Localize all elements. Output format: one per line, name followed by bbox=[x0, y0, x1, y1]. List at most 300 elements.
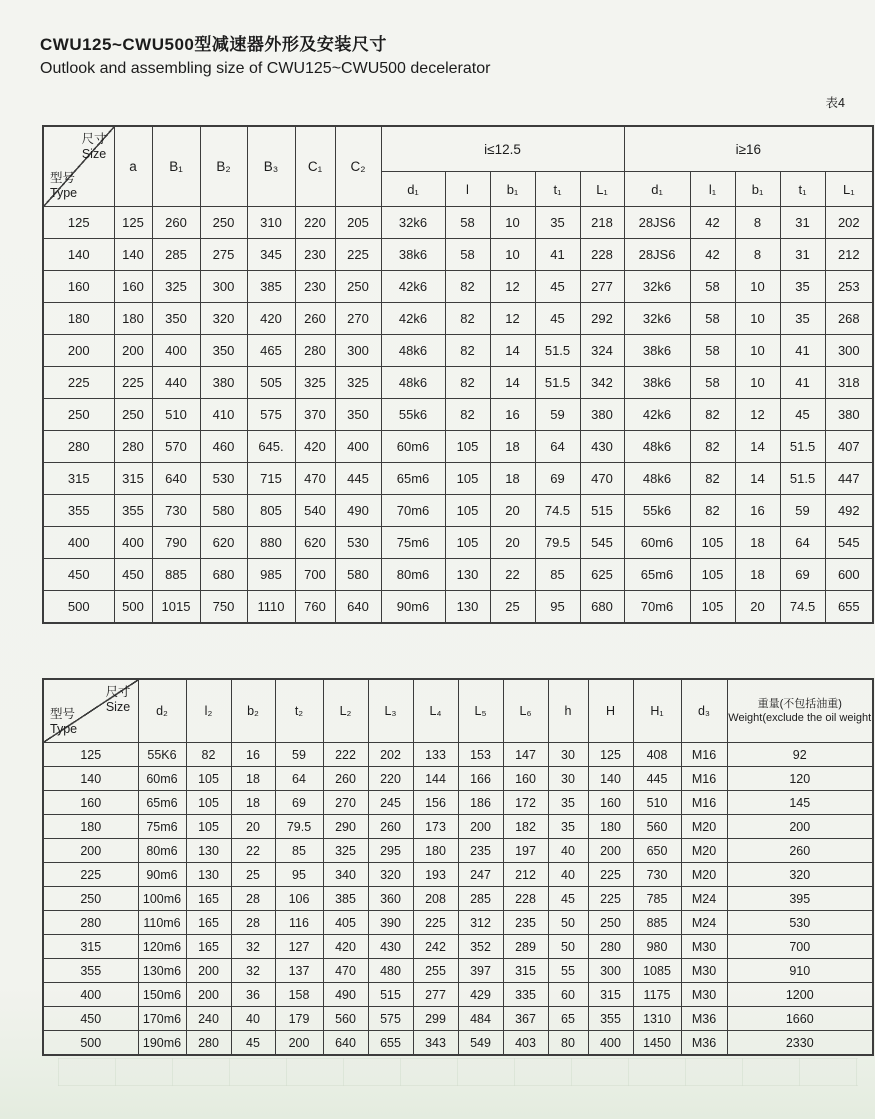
cell: 20 bbox=[231, 815, 275, 839]
cell: 58 bbox=[445, 239, 490, 271]
cell: 700 bbox=[295, 559, 335, 591]
col-header-L2: L₂ bbox=[323, 679, 368, 743]
cell: 197 bbox=[503, 839, 548, 863]
size-label-zh: 尺寸 bbox=[81, 132, 107, 146]
row-type-label: 180 bbox=[43, 815, 138, 839]
weight-label-en1: Weight(exclude bbox=[728, 712, 804, 724]
cell: 1660 bbox=[727, 1007, 873, 1031]
cell: 42 bbox=[690, 239, 735, 271]
cell: 58 bbox=[690, 335, 735, 367]
cell: 41 bbox=[780, 367, 825, 399]
cell: 200 bbox=[186, 959, 231, 983]
cell: 385 bbox=[247, 271, 295, 303]
cell: 250 bbox=[335, 271, 381, 303]
corner-header-2 bbox=[43, 679, 138, 743]
cell: 715 bbox=[247, 463, 295, 495]
row-type-label: 225 bbox=[43, 367, 114, 399]
cell: 18 bbox=[735, 527, 780, 559]
cell: 80m6 bbox=[381, 559, 445, 591]
table-row bbox=[43, 399, 873, 431]
table-row bbox=[43, 887, 873, 911]
cell: 289 bbox=[503, 935, 548, 959]
cell: 85 bbox=[535, 559, 580, 591]
cell: 545 bbox=[825, 527, 873, 559]
cell: 156 bbox=[413, 791, 458, 815]
cell: 40 bbox=[231, 1007, 275, 1031]
cell: 165 bbox=[186, 935, 231, 959]
cell: 85 bbox=[275, 839, 323, 863]
cell: 45 bbox=[231, 1031, 275, 1056]
cell: 186 bbox=[458, 791, 503, 815]
cell: M16 bbox=[681, 791, 727, 815]
row-type-label: 315 bbox=[43, 935, 138, 959]
cell: 200 bbox=[275, 1031, 323, 1056]
cell: 16 bbox=[735, 495, 780, 527]
cell: 985 bbox=[247, 559, 295, 591]
cell: 470 bbox=[323, 959, 368, 983]
cell: 65m6 bbox=[381, 463, 445, 495]
cell: M20 bbox=[681, 815, 727, 839]
row-type-label: 400 bbox=[43, 527, 114, 559]
cell: 16 bbox=[231, 743, 275, 767]
cell: 268 bbox=[825, 303, 873, 335]
cell: 100m6 bbox=[138, 887, 186, 911]
cell: 400 bbox=[114, 527, 152, 559]
cell: 51.5 bbox=[780, 463, 825, 495]
table-row bbox=[43, 591, 873, 624]
cell: 105 bbox=[690, 527, 735, 559]
cell: 730 bbox=[152, 495, 200, 527]
cell: 60m6 bbox=[624, 527, 690, 559]
cell: 160 bbox=[588, 791, 633, 815]
cell: 82 bbox=[445, 367, 490, 399]
cell: 173 bbox=[413, 815, 458, 839]
cell: 700 bbox=[727, 935, 873, 959]
cell: 245 bbox=[368, 791, 413, 815]
cell: 64 bbox=[275, 767, 323, 791]
cell: 200 bbox=[727, 815, 873, 839]
cell: 127 bbox=[275, 935, 323, 959]
cell: 1085 bbox=[633, 959, 681, 983]
cell: 20 bbox=[735, 591, 780, 624]
table-row bbox=[43, 303, 873, 335]
cell: 202 bbox=[825, 207, 873, 239]
cell: 625 bbox=[580, 559, 624, 591]
cell: 35 bbox=[548, 791, 588, 815]
cell: 480 bbox=[368, 959, 413, 983]
cell: 170m6 bbox=[138, 1007, 186, 1031]
row-type-label: 140 bbox=[43, 239, 114, 271]
cell: 545 bbox=[580, 527, 624, 559]
cell: 242 bbox=[413, 935, 458, 959]
table-row bbox=[43, 815, 873, 839]
cell: M30 bbox=[681, 959, 727, 983]
row-type-label: 180 bbox=[43, 303, 114, 335]
cell: 41 bbox=[780, 335, 825, 367]
cell: 343 bbox=[413, 1031, 458, 1056]
cell: 445 bbox=[633, 767, 681, 791]
outline-size-table bbox=[42, 125, 874, 624]
cell: 48k6 bbox=[381, 367, 445, 399]
corner-type-label-2 bbox=[50, 707, 77, 737]
cell: 880 bbox=[247, 527, 295, 559]
cell: 235 bbox=[503, 911, 548, 935]
col-header-b3: B₃ bbox=[247, 126, 295, 207]
sub-header-b1-2: b₁ bbox=[735, 172, 780, 207]
cell: 600 bbox=[825, 559, 873, 591]
cell: 280 bbox=[588, 935, 633, 959]
cell: 225 bbox=[588, 887, 633, 911]
cell: 42 bbox=[690, 207, 735, 239]
cell: 30 bbox=[548, 767, 588, 791]
cell: 450 bbox=[114, 559, 152, 591]
cell: 28JS6 bbox=[624, 239, 690, 271]
cell: 22 bbox=[490, 559, 535, 591]
table-row bbox=[43, 839, 873, 863]
cell: M16 bbox=[681, 767, 727, 791]
cell: 10 bbox=[735, 271, 780, 303]
cell: 70m6 bbox=[624, 591, 690, 624]
cell: 64 bbox=[535, 431, 580, 463]
cell: 280 bbox=[295, 335, 335, 367]
cell: 1200 bbox=[727, 983, 873, 1007]
cell: 200 bbox=[114, 335, 152, 367]
col-header-L5: L₅ bbox=[458, 679, 503, 743]
cell: 460 bbox=[200, 431, 247, 463]
group-header-i-ge-16: i≥16 bbox=[624, 126, 873, 172]
cell: 420 bbox=[247, 303, 295, 335]
cell: 82 bbox=[690, 431, 735, 463]
cell: 325 bbox=[152, 271, 200, 303]
cell: 200 bbox=[458, 815, 503, 839]
row-type-label: 225 bbox=[43, 863, 138, 887]
cell: 370 bbox=[295, 399, 335, 431]
cell: 645. bbox=[247, 431, 295, 463]
cell: 74.5 bbox=[535, 495, 580, 527]
cell: 120m6 bbox=[138, 935, 186, 959]
cell: 235 bbox=[458, 839, 503, 863]
cell: 58 bbox=[690, 271, 735, 303]
cell: 79.5 bbox=[275, 815, 323, 839]
cell: 28JS6 bbox=[624, 207, 690, 239]
cell: 8 bbox=[735, 239, 780, 271]
cell: 10 bbox=[735, 303, 780, 335]
cell: 208 bbox=[413, 887, 458, 911]
cell: 59 bbox=[535, 399, 580, 431]
table-row bbox=[43, 431, 873, 463]
cell: 490 bbox=[335, 495, 381, 527]
cell: 60 bbox=[548, 983, 588, 1007]
cell: 325 bbox=[295, 367, 335, 399]
cell: 14 bbox=[735, 431, 780, 463]
cell: 160 bbox=[114, 271, 152, 303]
cell: 153 bbox=[458, 743, 503, 767]
table-row bbox=[43, 743, 873, 767]
cell: 51.5 bbox=[535, 335, 580, 367]
cell: 465 bbox=[247, 335, 295, 367]
table-row bbox=[43, 863, 873, 887]
table-row bbox=[43, 935, 873, 959]
col-header-b1: B₁ bbox=[152, 126, 200, 207]
cell: 40 bbox=[548, 863, 588, 887]
cell: 82 bbox=[445, 271, 490, 303]
cell: 280 bbox=[114, 431, 152, 463]
cell: 380 bbox=[200, 367, 247, 399]
cell: 320 bbox=[368, 863, 413, 887]
sub-header-l1-2: l₁ bbox=[690, 172, 735, 207]
cell: 355 bbox=[588, 1007, 633, 1031]
cell: 58 bbox=[690, 303, 735, 335]
col-header-d3: d₃ bbox=[681, 679, 727, 743]
table-row bbox=[43, 959, 873, 983]
corner-header bbox=[43, 126, 114, 207]
cell: 125 bbox=[588, 743, 633, 767]
col-header-d2: d₂ bbox=[138, 679, 186, 743]
cell: 277 bbox=[413, 983, 458, 1007]
cell: 400 bbox=[335, 431, 381, 463]
cell: 285 bbox=[458, 887, 503, 911]
cell: 910 bbox=[727, 959, 873, 983]
col-header-a: a bbox=[114, 126, 152, 207]
cell: 325 bbox=[335, 367, 381, 399]
cell: 247 bbox=[458, 863, 503, 887]
table-number-tag: 表4 bbox=[825, 96, 845, 110]
col-header-L3: L₃ bbox=[368, 679, 413, 743]
cell: 352 bbox=[458, 935, 503, 959]
cell: 202 bbox=[368, 743, 413, 767]
cell: 650 bbox=[633, 839, 681, 863]
cell: 275 bbox=[200, 239, 247, 271]
cell: 397 bbox=[458, 959, 503, 983]
cell: 760 bbox=[295, 591, 335, 624]
cell: 82 bbox=[445, 303, 490, 335]
col-header-l2: l₂ bbox=[186, 679, 231, 743]
cell: 60m6 bbox=[381, 431, 445, 463]
cell: 160 bbox=[503, 767, 548, 791]
col-header-L4: L₄ bbox=[413, 679, 458, 743]
cell: 200 bbox=[588, 839, 633, 863]
cell: 172 bbox=[503, 791, 548, 815]
cell: 560 bbox=[323, 1007, 368, 1031]
col-header-H: H bbox=[588, 679, 633, 743]
cell: 580 bbox=[200, 495, 247, 527]
cell: 130 bbox=[186, 863, 231, 887]
cell: 403 bbox=[503, 1031, 548, 1056]
cell: 680 bbox=[580, 591, 624, 624]
cell: 92 bbox=[727, 743, 873, 767]
cell: 575 bbox=[368, 1007, 413, 1031]
cell: 58 bbox=[445, 207, 490, 239]
outline-size-table-body bbox=[43, 207, 873, 624]
page-title-zh: CWU125~CWU500型减速器外形及安装尺寸 bbox=[40, 35, 387, 54]
cell: 80 bbox=[548, 1031, 588, 1056]
cell: 42k6 bbox=[381, 303, 445, 335]
cell: 324 bbox=[580, 335, 624, 367]
sub-header-d1: d₁ bbox=[381, 172, 445, 207]
row-type-label: 125 bbox=[43, 207, 114, 239]
cell: 105 bbox=[445, 495, 490, 527]
cell: 360 bbox=[368, 887, 413, 911]
cell: 25 bbox=[231, 863, 275, 887]
cell: 212 bbox=[503, 863, 548, 887]
cell: 75m6 bbox=[381, 527, 445, 559]
cell: 510 bbox=[633, 791, 681, 815]
cell: 220 bbox=[295, 207, 335, 239]
cell: 385 bbox=[323, 887, 368, 911]
cell: 350 bbox=[335, 399, 381, 431]
cell: 885 bbox=[633, 911, 681, 935]
cell: 255 bbox=[413, 959, 458, 983]
cell: 133 bbox=[413, 743, 458, 767]
cell: 130 bbox=[445, 591, 490, 624]
cell: 180 bbox=[413, 839, 458, 863]
cell: 58 bbox=[690, 367, 735, 399]
cell: 180 bbox=[114, 303, 152, 335]
table-row bbox=[43, 367, 873, 399]
table-row bbox=[43, 335, 873, 367]
sub-header-d1-2: d₁ bbox=[624, 172, 690, 207]
cell: 1110 bbox=[247, 591, 295, 624]
cell: 290 bbox=[323, 815, 368, 839]
cell: 277 bbox=[580, 271, 624, 303]
cell: 140 bbox=[588, 767, 633, 791]
cell: 144 bbox=[413, 767, 458, 791]
cell: 228 bbox=[580, 239, 624, 271]
cell: 8 bbox=[735, 207, 780, 239]
corner-size-label-2 bbox=[105, 685, 130, 715]
cell: 2330 bbox=[727, 1031, 873, 1056]
cell: 225 bbox=[413, 911, 458, 935]
cell: 31 bbox=[780, 207, 825, 239]
row-type-label: 400 bbox=[43, 983, 138, 1007]
cell: 166 bbox=[458, 767, 503, 791]
cell: 280 bbox=[186, 1031, 231, 1056]
table-row bbox=[43, 911, 873, 935]
cell: 140 bbox=[114, 239, 152, 271]
sub-header-L1-2: L₁ bbox=[825, 172, 873, 207]
col-header-L6: L₆ bbox=[503, 679, 548, 743]
cell: 300 bbox=[588, 959, 633, 983]
row-type-label: 280 bbox=[43, 431, 114, 463]
cell: 69 bbox=[780, 559, 825, 591]
cell: 510 bbox=[152, 399, 200, 431]
cell: 105 bbox=[186, 767, 231, 791]
cell: 640 bbox=[323, 1031, 368, 1056]
cell: 55k6 bbox=[624, 495, 690, 527]
cell: 32 bbox=[231, 935, 275, 959]
cell: 505 bbox=[247, 367, 295, 399]
type-label-en: Type bbox=[50, 186, 78, 200]
cell: 95 bbox=[275, 863, 323, 887]
corner-type-label bbox=[50, 171, 77, 201]
cell: 395 bbox=[727, 887, 873, 911]
cell: 340 bbox=[323, 863, 368, 887]
cell: 82 bbox=[186, 743, 231, 767]
cell: 620 bbox=[295, 527, 335, 559]
cell: M30 bbox=[681, 935, 727, 959]
cell: 18 bbox=[490, 431, 535, 463]
cell: 342 bbox=[580, 367, 624, 399]
cell: 484 bbox=[458, 1007, 503, 1031]
cell: 350 bbox=[200, 335, 247, 367]
cell: 182 bbox=[503, 815, 548, 839]
cell: 225 bbox=[335, 239, 381, 271]
cell: 640 bbox=[335, 591, 381, 624]
cell: 35 bbox=[548, 815, 588, 839]
cell: 350 bbox=[152, 303, 200, 335]
cell: 530 bbox=[200, 463, 247, 495]
cell: 530 bbox=[335, 527, 381, 559]
cell: 470 bbox=[580, 463, 624, 495]
cell: 51.5 bbox=[780, 431, 825, 463]
cell: 147 bbox=[503, 743, 548, 767]
table-row bbox=[43, 239, 873, 271]
cell: 540 bbox=[295, 495, 335, 527]
cell: 10 bbox=[490, 239, 535, 271]
shaft-size-weight-table bbox=[42, 678, 874, 1056]
size-label-en: Size bbox=[105, 700, 131, 714]
sub-header-t1: t₁ bbox=[535, 172, 580, 207]
col-header-b2-shaft: b₂ bbox=[231, 679, 275, 743]
cell: 320 bbox=[200, 303, 247, 335]
cell: 193 bbox=[413, 863, 458, 887]
cell: 130m6 bbox=[138, 959, 186, 983]
table-row bbox=[43, 1007, 873, 1031]
cell: 549 bbox=[458, 1031, 503, 1056]
row-type-label: 355 bbox=[43, 495, 114, 527]
cell: 106 bbox=[275, 887, 323, 911]
cell: 45 bbox=[548, 887, 588, 911]
cell: 82 bbox=[690, 495, 735, 527]
cell: 105 bbox=[690, 591, 735, 624]
col-header-b2: B₂ bbox=[200, 126, 247, 207]
cell: 28 bbox=[231, 887, 275, 911]
row-type-label: 200 bbox=[43, 335, 114, 367]
sub-header-l: l bbox=[445, 172, 490, 207]
weight-label-en2: the oil weight bbox=[806, 712, 872, 724]
cell: 125 bbox=[114, 207, 152, 239]
row-type-label: 140 bbox=[43, 767, 138, 791]
cell: 240 bbox=[186, 1007, 231, 1031]
cell: 150m6 bbox=[138, 983, 186, 1007]
cell: M16 bbox=[681, 743, 727, 767]
cell: 785 bbox=[633, 887, 681, 911]
cell: 70m6 bbox=[381, 495, 445, 527]
cell: 12 bbox=[490, 271, 535, 303]
cell: 90m6 bbox=[381, 591, 445, 624]
cell: 228 bbox=[503, 887, 548, 911]
cell: 59 bbox=[275, 743, 323, 767]
cell: 130 bbox=[186, 839, 231, 863]
cell: 260 bbox=[368, 815, 413, 839]
cell: 32 bbox=[231, 959, 275, 983]
cell: 270 bbox=[323, 791, 368, 815]
cell: 82 bbox=[445, 335, 490, 367]
cell: 260 bbox=[727, 839, 873, 863]
cell: 59 bbox=[780, 495, 825, 527]
cell: 55k6 bbox=[381, 399, 445, 431]
table-row bbox=[43, 271, 873, 303]
cell: 82 bbox=[445, 399, 490, 431]
table-row bbox=[43, 495, 873, 527]
cell: 55 bbox=[548, 959, 588, 983]
cell: 74.5 bbox=[780, 591, 825, 624]
cell: 45 bbox=[535, 303, 580, 335]
cell: 420 bbox=[295, 431, 335, 463]
cell: 429 bbox=[458, 983, 503, 1007]
cell: 51.5 bbox=[535, 367, 580, 399]
cell: 400 bbox=[152, 335, 200, 367]
